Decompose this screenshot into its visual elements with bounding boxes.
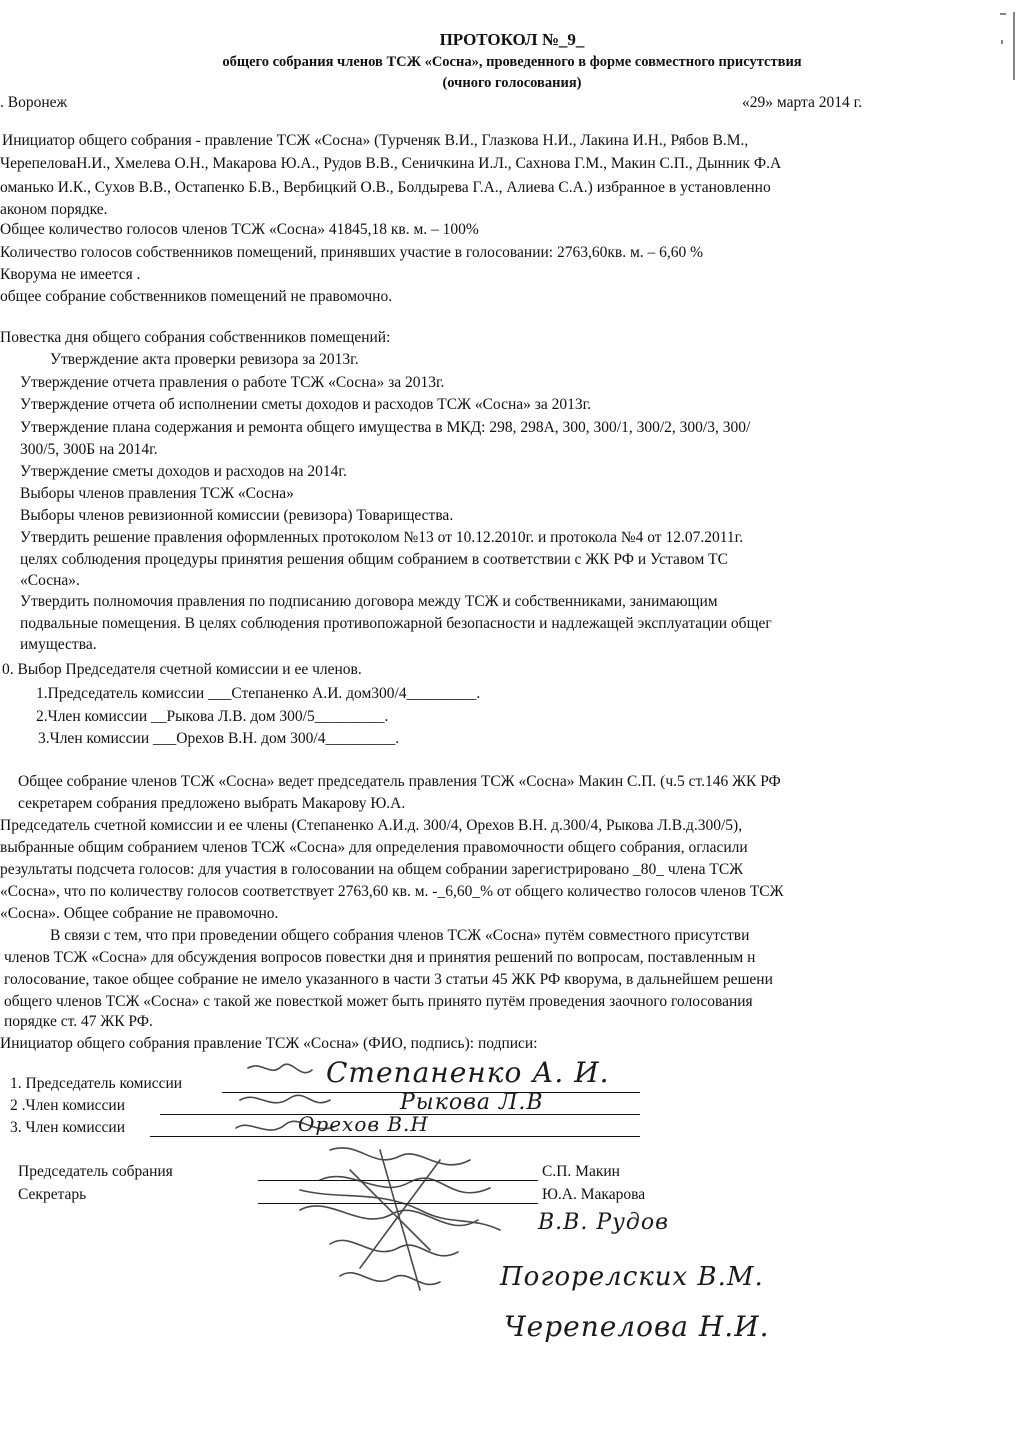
handwritten-name: В.В. Рудов xyxy=(538,1210,669,1235)
handwritten-name: Погорелских В.М. xyxy=(500,1262,764,1292)
agenda-item-continued: целях соблюдения процедуры принятия решения общим собранием в соответствии с ЖК РФ и Уставом ТС xyxy=(20,551,728,568)
agenda-item-continued: «Сосна». xyxy=(20,572,80,589)
intro-line: оманько И.К., Сухов В.В., Остапенко Б.В., Вербицкий О.В., Болдырева Г.А., Алиева С.А.) избранное в установленно xyxy=(0,179,771,196)
body-line: «Сосна», что по количеству голосов соответствует 2763,60 кв. м. -_6,60_% от общего количество голосов членов ТСЖ xyxy=(0,883,784,900)
body-line: «Сосна». Общее собрание не правомочно. xyxy=(0,905,279,922)
commission-member: 2.Член комиссии __Рыкова Л.В. дом 300/5_________. xyxy=(36,708,389,725)
signature-row-label: 2 .Член комиссии xyxy=(10,1097,126,1114)
intro-line: Инициатор общего собрания - правление ТСЖ «Сосна» (Турченяк В.И., Глазкова Н.И., Лакина И.Н., Рябов В.М., xyxy=(2,132,749,149)
agenda-item: Утверждение плана содержания и ремонта общего имущества в МКД: 298, 298А, 300, 300/1, 300/2, 300/3, 300/ xyxy=(20,419,751,436)
total-votes: Общее количество голосов членов ТСЖ «Сосна» 41845,18 кв. м. – 100% xyxy=(0,221,479,238)
agenda-item-continued: 300/5, 300Б на 2014г. xyxy=(20,441,158,458)
agenda-item: Утверждение акта проверки ревизора за 2013г. xyxy=(50,351,359,368)
agenda-item: 0. Выбор Председателя счетной комиссии и ее членов. xyxy=(2,661,362,678)
handwritten-name: Рыкова Л.В xyxy=(400,1090,544,1115)
agenda-item: Утверждение отчета правления о работе ТСЖ «Сосна» за 2013г. xyxy=(20,374,445,391)
document-title: ПРОТОКОЛ №_9_ xyxy=(439,30,585,49)
chair-label: Председатель собрания xyxy=(18,1163,173,1180)
body-line: Общее собрание членов ТСЖ «Сосна» ведет председатель правления ТСЖ «Сосна» Макин С.П. (ч.5 ст.146 ЖК РФ xyxy=(18,773,781,790)
document-subtitle: общего собрания членов ТСЖ «Сосна», проведенного в форме совместного присутствия xyxy=(222,54,802,70)
agenda-item: Утверждение отчета об исполнении сметы доходов и расходов ТСЖ «Сосна» за 2013г. xyxy=(20,396,592,413)
handwritten-name: Степаненко А. И. xyxy=(326,1056,610,1089)
initiator-signatures-heading: Инициатор общего собрания правление ТСЖ «Сосна» (ФИО, подпись): подписи: xyxy=(0,1035,538,1052)
agenda-item: Выборы членов правления ТСЖ «Сосна» xyxy=(20,485,294,502)
handwritten-name: Орехов В.Н xyxy=(298,1112,429,1136)
body-line: В связи с тем, что при проведении общего собрания членов ТСЖ «Сосна» путём совместного присутстви xyxy=(50,927,750,944)
city: . Воронеж xyxy=(0,94,68,111)
document-subtitle-voting: (очного голосования) xyxy=(442,75,582,91)
agenda-item-continued: имущества. xyxy=(20,636,97,653)
secretary-label: Секретарь xyxy=(18,1186,87,1203)
handwritten-name: Черепелова Н.И. xyxy=(504,1310,770,1343)
intro-line: ЧерепеловаН.И., Хмелева О.Н., Макарова Ю.А., Рудов В.В., Сеничкина И.Л., Сахнова Г.М., Макин С.П., Дынник Ф.А xyxy=(0,155,782,172)
commission-chair: 1.Председатель комиссии ___Степаненко А.И. дом300/4_________. xyxy=(36,685,481,702)
body-line: секретарем собрания предложено выбрать Макарову Ю.А. xyxy=(18,795,406,812)
secretary-name: Ю.А. Макарова xyxy=(542,1186,646,1203)
commission-member: 3.Член комиссии ___Орехов В.Н. дом 300/4_________. xyxy=(38,730,400,747)
document-date: «29» марта 2014 г. xyxy=(742,94,863,111)
body-line: порядке ст. 47 ЖК РФ. xyxy=(4,1013,153,1030)
margin-marks xyxy=(994,10,1022,90)
body-line: членов ТСЖ «Сосна» для обсуждения вопросов повестки дня и принятия решений по вопросам, поставленным н xyxy=(4,949,756,966)
intro-line: аконом порядке. xyxy=(0,201,108,218)
body-line: выбранные общим собранием членов ТСЖ «Сосна» для определения правомочности общего собрания, огласили xyxy=(0,839,748,856)
agenda-heading: Повестка дня общего собрания собственников помещений: xyxy=(0,329,391,346)
agenda-item-continued: подвальные помещения. В целях соблюдения противопожарной безопасности и надлежащей эксплуатации общег xyxy=(20,615,772,632)
body-line: результаты подсчета голосов: для участия в голосовании на общем собрании зарегистрировано _80_ члена ТСЖ xyxy=(0,861,744,878)
body-line: голосование, такое общее собрание не имело указанного в части 3 статьи 45 ЖК РФ кворума, в дальнейшем решени xyxy=(4,971,773,988)
meeting-validity: общее собрание собственников помещений не правомочно. xyxy=(0,288,393,305)
agenda-item: Утвердить решение правления оформленных протоколом №13 от 10.12.2010г. и протокола №4 от 12.07.2011г. xyxy=(20,529,744,546)
participating-votes: Количество голосов собственников помещений, принявших участие в голосовании: 2763,60кв. м. – 6,60 % xyxy=(0,244,704,261)
body-line: Председатель счетной комиссии и ее члены (Степаненко А.И.д. 300/4, Орехов В.Н. д.300/4, Рыкова Л.В.д.300/5), xyxy=(0,817,743,834)
body-line: общего членов ТСЖ «Сосна» с такой же повесткой может быть принято путём проведения заочного голосования xyxy=(4,993,753,1010)
agenda-item: Утвердить полномочия правления по подписанию договора между ТСЖ и собственниками, занимающим xyxy=(20,593,718,610)
agenda-item: Утверждение сметы доходов и расходов на 2014г. xyxy=(20,463,347,480)
agenda-item: Выборы членов ревизионной комиссии (ревизора) Товарищества. xyxy=(20,507,454,524)
signature-row-label: 1. Председатель комиссии xyxy=(10,1075,183,1092)
chair-name: С.П. Макин xyxy=(542,1163,620,1180)
signature-row-label: 3. Член комиссии xyxy=(10,1119,126,1136)
quorum-status: Кворума не имеется . xyxy=(0,266,141,283)
